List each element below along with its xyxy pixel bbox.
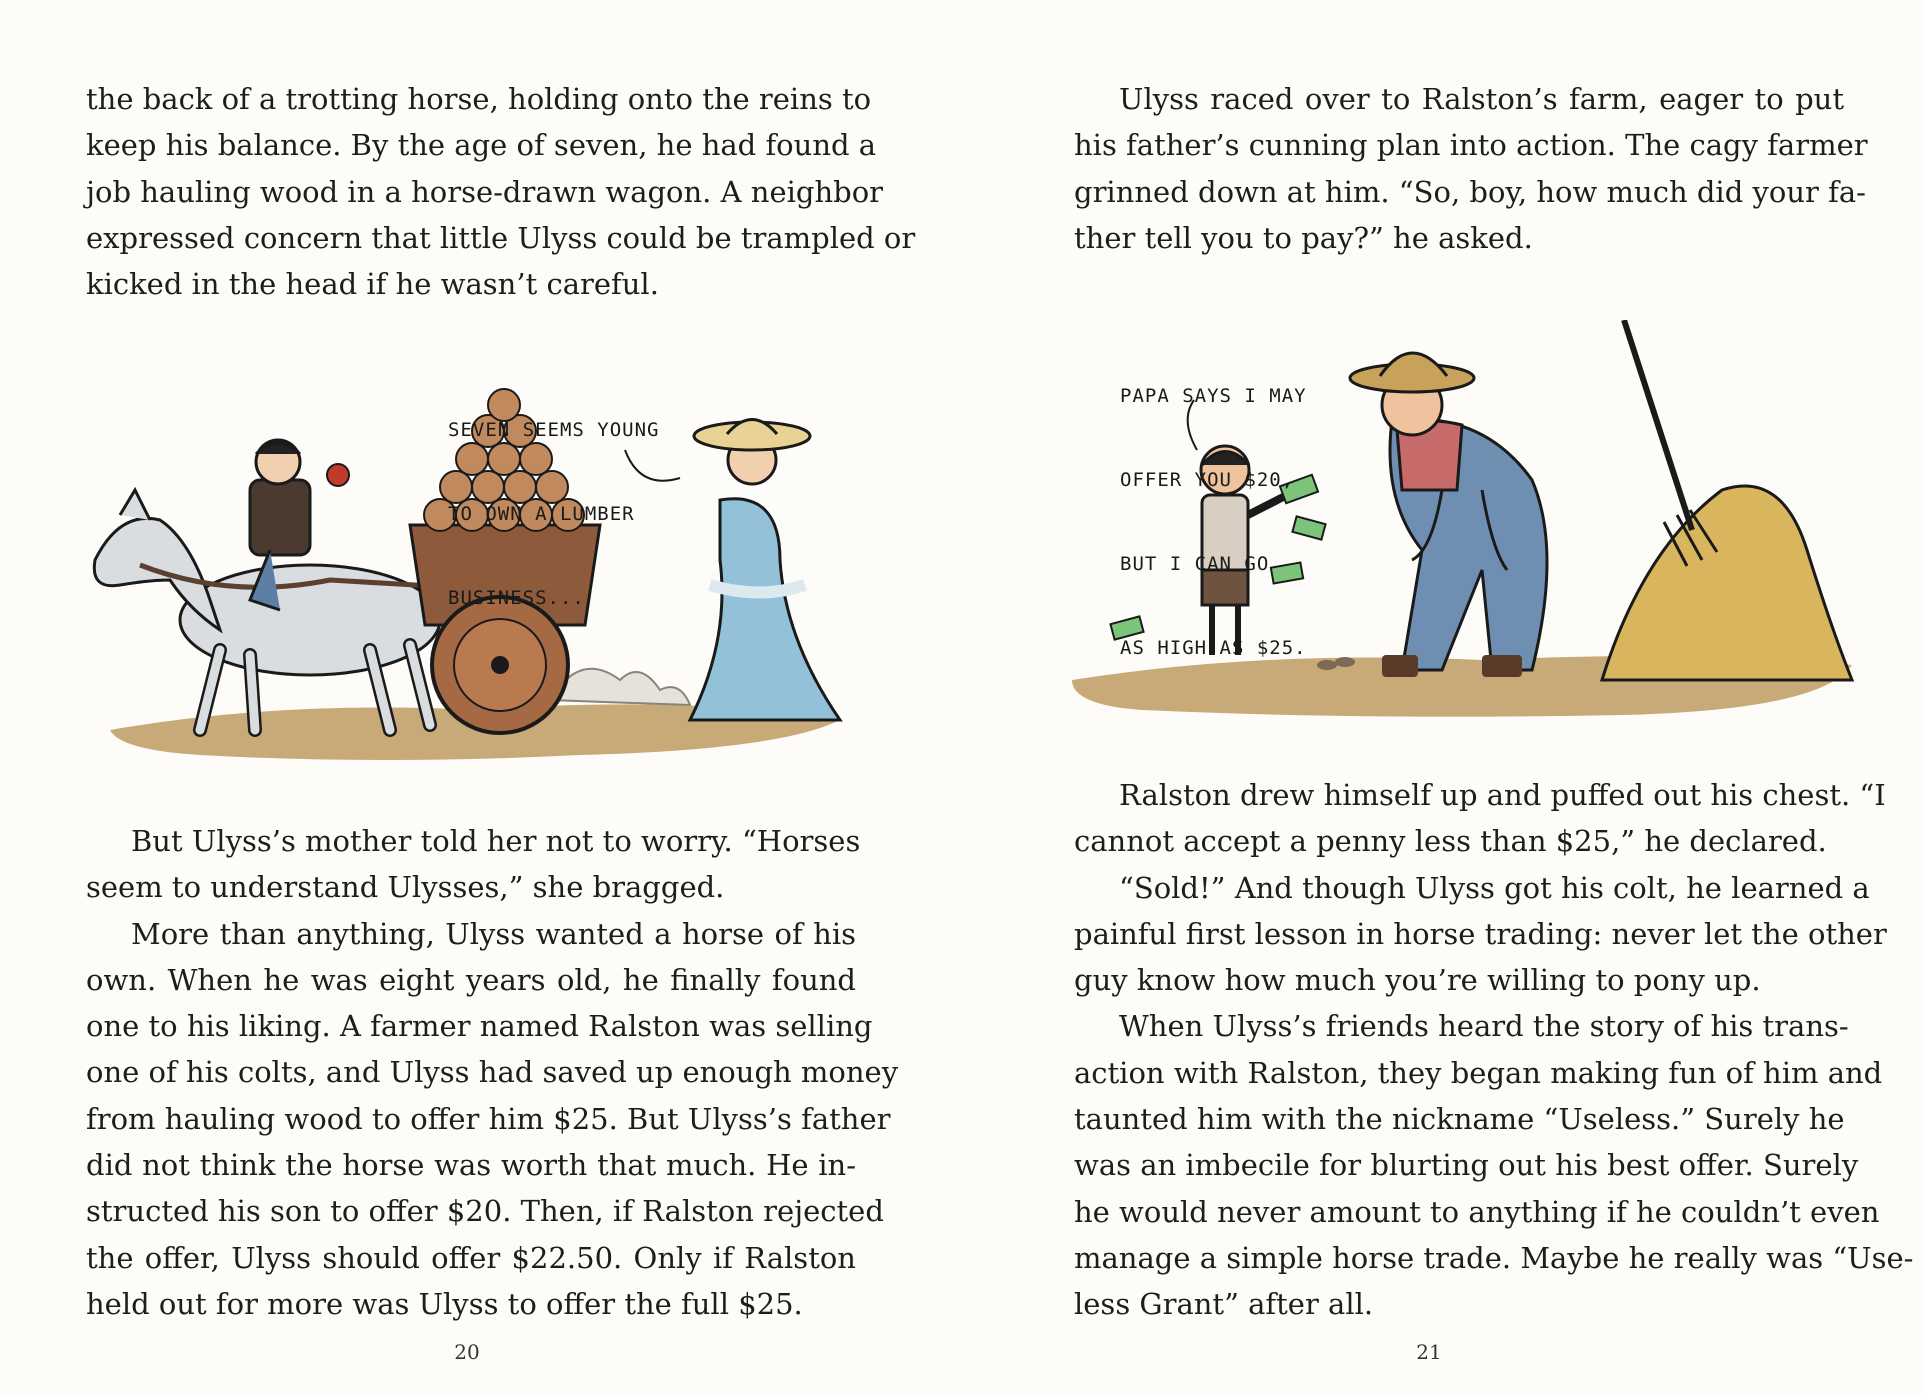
text-line: manage a simple horse trade. Maybe he really was “Use-: [1074, 1240, 1914, 1275]
bubble-line: PAPA SAYS I MAY: [1120, 385, 1307, 407]
text-line: action with Ralston, they began making fun of him and: [1074, 1055, 1883, 1090]
text-line: More than anything, Ulyss wanted a horse of his: [131, 916, 856, 951]
horse-head: [94, 518, 220, 630]
left-bottom-paragraph: [86, 818, 899, 1327]
left-top-paragraph: [86, 76, 916, 307]
speech-bubble-ulyss: [1120, 326, 1307, 718]
text-line: own. When he was eight years old, he finally found: [86, 962, 856, 997]
text-line: from hauling wood to offer him $25. But Ulyss’s father: [86, 1101, 891, 1136]
text-line: painful first lesson in horse trading: never let the other: [1074, 916, 1887, 951]
text-line: Ulyss raced over to Ralston’s farm, eager to put: [1119, 82, 1844, 116]
text-line: But Ulyss’s mother told her not to worry. “Horses: [131, 824, 861, 858]
text-line: When Ulyss’s friends heard the story of his trans-: [1119, 1009, 1849, 1044]
right-bottom-paragraph: [1074, 772, 1914, 1328]
bubble-line: OFFER YOU $20,: [1120, 469, 1295, 491]
haystack: [1602, 486, 1852, 680]
text-line: job hauling wood in a horse-drawn wagon. A neighbor: [86, 174, 884, 209]
text-line: ther tell you to pay?” he asked.: [1074, 220, 1533, 255]
text-line: Ralston drew himself up and puffed out his chest. “I: [1119, 778, 1886, 812]
text-line: was an imbecile for blurting out his best offer. Surely: [1074, 1148, 1859, 1183]
text-line: kicked in the head if he wasn’t careful.: [86, 267, 659, 302]
text-line: the offer, Ulyss should offer $22.50. Only if Ralston: [86, 1240, 856, 1275]
text-line: expressed concern that little Ulyss could be trampled or: [86, 220, 916, 255]
text-line: taunted him with the nickname “Useless.” Surely he: [1074, 1102, 1845, 1137]
text-line: one to his liking. A farmer named Ralston was selling: [86, 1009, 873, 1044]
woman-dress: [690, 499, 840, 720]
page-number: 21: [1416, 1340, 1442, 1364]
text-line: held out for more was Ulyss to offer the full $25.: [86, 1286, 803, 1321]
boy-rider: [250, 480, 310, 555]
text-line: guy know how much you’re willing to pony up.: [1074, 963, 1761, 998]
dust-cloud: [550, 669, 690, 705]
text-line: “Sold!” And though Ulyss got his colt, he learned a: [1119, 870, 1870, 905]
right-page: [962, 0, 1924, 1396]
text-line: the back of a trotting horse, holding onto the reins to: [86, 82, 872, 116]
text-line: less Grant” after all.: [1074, 1287, 1374, 1322]
right-top-paragraph: [1074, 76, 1868, 261]
bubble-line: AS HIGH AS $25.: [1120, 637, 1307, 659]
bubble-line: BUSINESS...: [448, 587, 585, 609]
apple-icon: [327, 464, 349, 486]
text-line: did not think the horse was worth that much. He in-: [86, 1148, 856, 1183]
text-line: one of his colts, and Ulyss had saved up enough money: [86, 1055, 899, 1090]
text-line: seem to understand Ulysses,” she bragged.: [86, 870, 725, 905]
text-line: structed his son to offer $20. Then, if Ralston rejected: [86, 1194, 884, 1229]
speech-bubble-neighbor: [448, 360, 659, 668]
text-line: cannot accept a penny less than $25,” he declared.: [1074, 824, 1827, 859]
text-line: he would never amount to anything if he couldn’t even: [1074, 1194, 1880, 1229]
page-number: 20: [454, 1340, 480, 1364]
bubble-line: TO OWN A LUMBER: [448, 503, 635, 525]
text-line: keep his balance. By the age of seven, he had found a: [86, 128, 877, 163]
pitchfork: [1624, 320, 1692, 530]
bubble-line: SEVEN SEEMS YOUNG: [448, 419, 660, 441]
text-line: grinned down at him. “So, boy, how much did your fa-: [1074, 174, 1866, 209]
bubble-line: BUT I CAN GO: [1120, 553, 1270, 575]
text-line: his father’s cunning plan into action. The cagy farmer: [1074, 128, 1868, 163]
